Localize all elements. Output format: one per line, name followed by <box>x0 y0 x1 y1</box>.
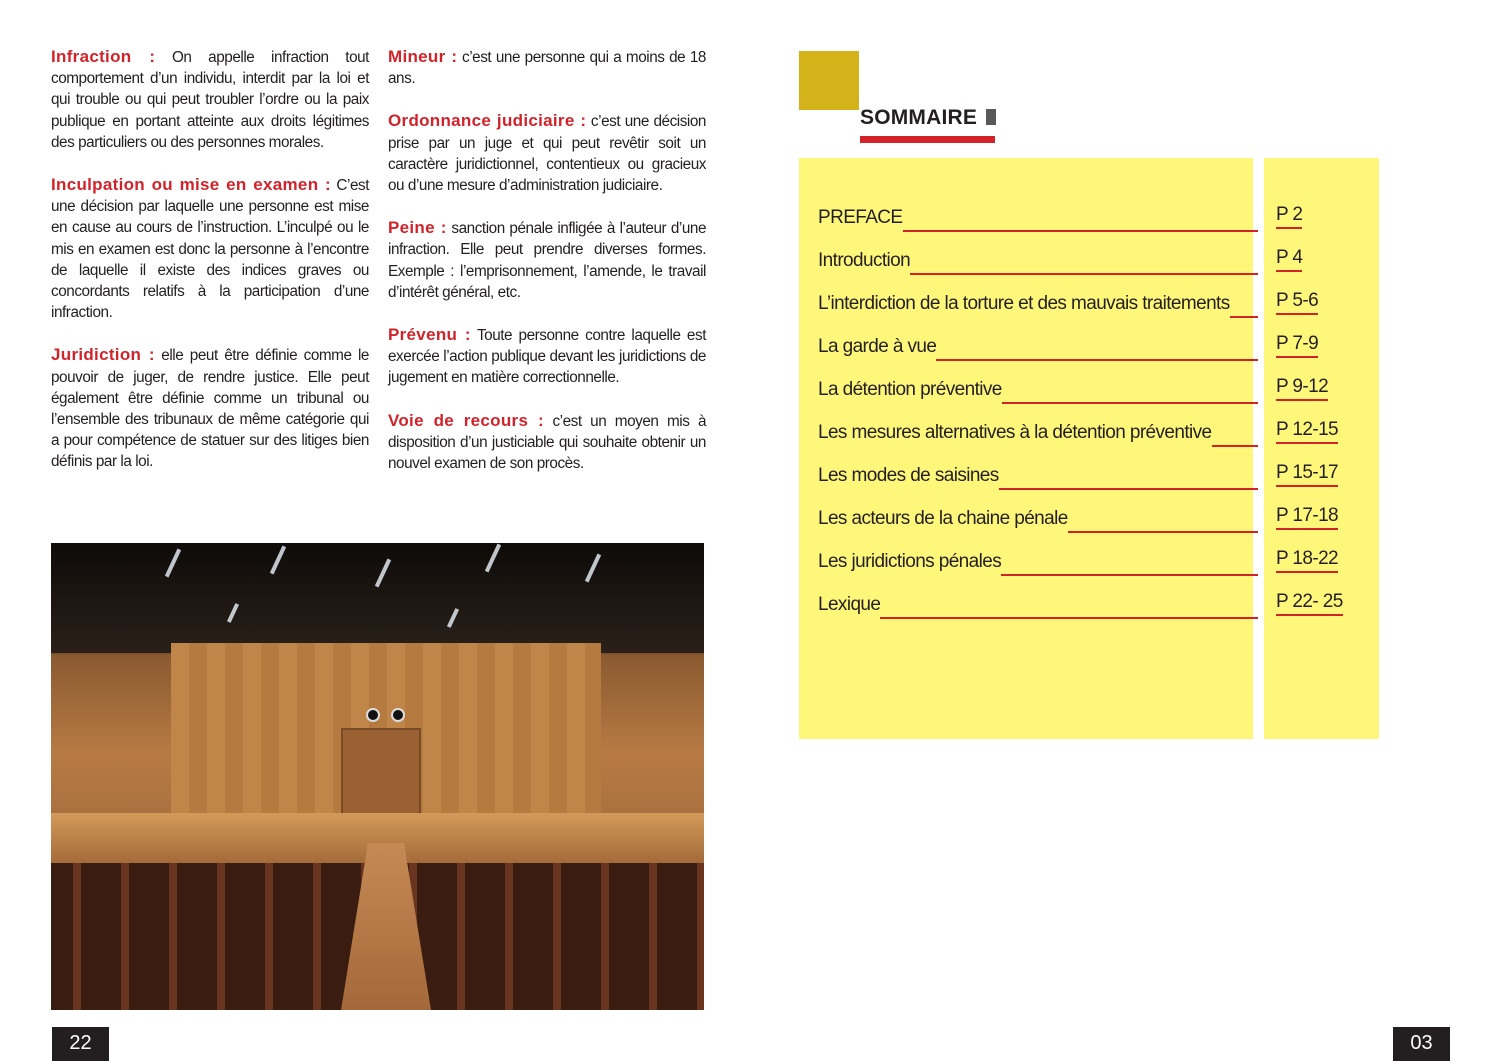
toc-page-ref <box>1276 204 1358 229</box>
toc-leader-line <box>936 359 1258 361</box>
toc-page-ref <box>1276 462 1358 487</box>
glossary-entry <box>388 46 706 89</box>
glossary-entry <box>388 110 706 196</box>
toc-page-text: P 18-22 <box>1276 548 1338 573</box>
toc-label[interactable]: Lexique <box>818 594 881 615</box>
toc-label[interactable]: Les acteurs de la chaine pénale <box>818 508 1068 529</box>
toc-label[interactable]: PREFACE <box>818 207 903 228</box>
glossary-entry <box>51 46 369 153</box>
toc-page-text: P 9-12 <box>1276 376 1328 401</box>
toc-entry[interactable] <box>818 444 1358 487</box>
door <box>341 728 421 823</box>
toc-page-ref <box>1276 548 1358 573</box>
toc-label[interactable]: L’interdiction de la torture et des mauvais traitements <box>818 293 1230 314</box>
toc-page-ref <box>1276 247 1358 272</box>
photo-ceiling <box>51 543 704 653</box>
glossary-term: Inculpation ou mise en examen : <box>51 175 331 195</box>
glossary-definition: c’est un moyen mis à disposition d’un justiciable qui souhaite obtenir un nouvel examen de son procès. <box>388 412 706 473</box>
toc-leader-line <box>903 230 1259 232</box>
glossary-definition: c’est une personne qui a moins de 18 ans. <box>388 49 706 88</box>
toc-label[interactable]: Les mesures alternatives à la détention préventive <box>818 422 1212 443</box>
glossary-entry <box>51 344 369 472</box>
glossary-term: Prévenu : <box>388 325 471 345</box>
toc-entry[interactable] <box>818 315 1358 358</box>
toc-page-ref <box>1276 290 1358 315</box>
glossary-definition: elle peut être définie comme le pouvoir de juger, de rendre justice. Elle peut également être définie comme un tribunal ou l’ensemble des tribunaux de même catégorie qui a pour compétence de statuer sur des litiges bien définis par la loi. <box>51 347 369 471</box>
toc-entry[interactable] <box>818 272 1358 315</box>
clock <box>391 708 405 722</box>
glossary-definition: On appelle infraction tout comportement d’un individu, interdit par la loi et qui trouble ou qui peut troubler l’ordre ou la paix publique en portant atteinte aux droits légitimes des particuliers ou des personnes morales. <box>51 49 369 151</box>
toc-label[interactable]: Les modes de saisines <box>818 465 999 486</box>
square-bullet-icon <box>986 109 996 125</box>
glossary-entry <box>388 410 706 475</box>
toc-leader-line <box>1230 316 1258 318</box>
toc-entry[interactable] <box>818 487 1358 530</box>
toc-leader-line <box>910 273 1258 275</box>
sommaire-title: SOMMAIRE <box>860 106 978 129</box>
glossary-entry <box>51 174 369 323</box>
toc-entry[interactable] <box>818 229 1358 272</box>
toc-leader-line <box>1001 574 1258 576</box>
toc-page-text: P 17-18 <box>1276 505 1338 530</box>
gold-square-decoration <box>799 51 859 110</box>
clock <box>366 708 380 722</box>
toc-leader-line <box>880 617 1258 619</box>
toc-leader-line <box>1068 531 1258 533</box>
glossary-definition: sanction pénale infligée à l’auteur d’une infraction. Elle peut prendre diverses formes. Exemple : l’emprisonnement, l’amende, le travail d’intérêt général, etc. <box>388 220 707 301</box>
table-of-contents <box>818 186 1358 616</box>
toc-page-text: P 7-9 <box>1276 333 1318 358</box>
toc-leader-line <box>1212 445 1258 447</box>
glossary-entry <box>388 217 706 303</box>
glossary-column-1 <box>51 46 369 494</box>
toc-label[interactable]: La détention préventive <box>818 379 1002 400</box>
heading-underline <box>860 136 995 143</box>
toc-page-text: P 5-6 <box>1276 290 1318 315</box>
toc-page-text: P 15-17 <box>1276 462 1338 487</box>
glossary-term: Infraction : <box>51 47 156 66</box>
page-number-right: 03 <box>1393 1027 1450 1061</box>
toc-page-ref <box>1276 591 1358 616</box>
toc-label[interactable]: Introduction <box>818 250 911 271</box>
toc-entry[interactable] <box>818 530 1358 573</box>
toc-page-ref <box>1276 333 1358 358</box>
toc-page-text: P 2 <box>1276 204 1302 229</box>
toc-page-ref <box>1276 419 1358 444</box>
toc-page-ref <box>1276 376 1358 401</box>
toc-entry[interactable] <box>818 573 1358 616</box>
toc-page-text: P 12-15 <box>1276 419 1338 444</box>
toc-label[interactable]: La garde à vue <box>818 336 937 357</box>
toc-leader-line <box>999 488 1258 490</box>
glossary-definition: Toute personne contre laquelle est exercée l’action publique devant les juridictions de jugement en matière correctionnelle. <box>388 327 706 387</box>
toc-page-text: P 4 <box>1276 247 1302 272</box>
toc-leader-line <box>1002 402 1258 404</box>
glossary-term: Juridiction : <box>51 345 155 365</box>
toc-page-text: P 22- 25 <box>1276 591 1343 616</box>
sommaire-heading <box>860 106 996 130</box>
toc-entry[interactable] <box>818 358 1358 401</box>
glossary-term: Voie de recours : <box>388 410 544 430</box>
glossary-term: Ordonnance judiciaire : <box>388 111 587 131</box>
toc-page-ref <box>1276 505 1358 530</box>
page-number-left: 22 <box>52 1027 109 1061</box>
glossary-definition: C’est une décision par laquelle une personne est mise en cause au cours de l’instruction. L’inculpé ou le mis en examen est donc la personne à l’encontre de laquelle il existe des indices graves ou concordants relatifs à la participation d’une infraction. <box>51 177 369 322</box>
toc-label[interactable]: Les juridictions pénales <box>818 551 1002 572</box>
glossary-term: Mineur : <box>388 47 458 66</box>
toc-entry[interactable] <box>818 401 1358 444</box>
glossary-definition: c’est une décision prise par un juge et qui peut revêtir soit un caractère juridictionnel, contentieux ou gracieux ou d’une mesure d’administration judiciaire. <box>388 113 706 195</box>
glossary-entry <box>388 324 706 389</box>
glossary-column-2 <box>388 46 706 495</box>
toc-entry[interactable] <box>818 186 1358 229</box>
glossary-term: Peine : <box>388 218 447 238</box>
courtroom-photo <box>51 543 704 1010</box>
